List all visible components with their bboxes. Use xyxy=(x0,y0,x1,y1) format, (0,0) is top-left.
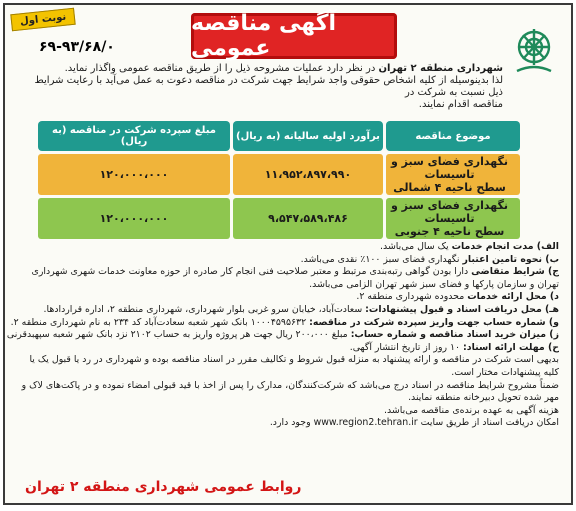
condition-label: ز) میزان خرید اسناد مناقصه و شماره حساب: xyxy=(350,329,559,341)
condition-text: مبلغ ۲۰۰،۰۰۰ ریال جهت هر پروژه واریز به حساب ۲۱۰۲ نزد بانک شهر شعبه سپهبدقرنی xyxy=(6,329,351,341)
first-publication-badge: نوبت اول xyxy=(10,8,76,32)
condition-label: الف) مدت انجام خدمات xyxy=(451,241,559,252)
row-deposit: ۱۲۰،۰۰۰،۰۰۰ xyxy=(38,154,230,195)
table-header-row xyxy=(38,121,520,151)
intro-line-3: مناقصه اقدام نمایند. xyxy=(418,99,503,110)
row-subject xyxy=(386,154,520,195)
condition-label: ج) شرایط متقاضی xyxy=(471,266,559,278)
reference-number: ۶۹-۹۳/۶۸/۰ xyxy=(39,39,115,55)
row-deposit: ۱۲۰،۰۰۰،۰۰۰ xyxy=(38,198,230,239)
tehran-municipality-logo-icon xyxy=(509,23,559,79)
row-subject-line-2: سطح ناحیه ۴ شمالی xyxy=(393,181,506,194)
conditions-list xyxy=(6,241,559,430)
col-estimate: برآورد اولیه سالیانه (به ریال) xyxy=(233,121,383,151)
condition-note: ضمناً مشروح شرایط مناقصه در اسناد درج می‌باشد که شرکت‌کنندگان، مدارک را پس از اخذ با قید قبولی امضاء نموده و در پاکت‌های لاک و مهر شده تحویل دبیرخانه منطقه نمایند. xyxy=(21,379,559,404)
condition-text: دارا بودن گواهی رتبه‌بندی مرتبط و معتبر صلاحیت فنی انجام کار صادره از حوزه معاونت خدمات شهری شهرداری تهران و سازمان پارکها و فضای سبز شهر تهران الزامی می‌باشد. xyxy=(31,266,559,290)
row-estimate: ۹،۵۴۷،۵۸۹،۴۸۶ xyxy=(233,198,383,239)
condition-item xyxy=(10,316,559,330)
condition-item xyxy=(17,291,559,304)
condition-item xyxy=(17,266,559,291)
table-row xyxy=(38,198,520,239)
col-subject: موضوع مناقصه xyxy=(386,121,520,151)
condition-note: بدیهی است شرکت در مناقصه و ارائه پیشنهاد به منزله قبول شروط و تکالیف مقرر در اسناد مناقصه بوده و شهرداری در رد یا قبول یک یا کلیه پیشنهادات مختار است. xyxy=(29,354,559,378)
condition-text: نگهداری فضای سبز ۱۰۰٪ نقدی می‌باشد. xyxy=(300,253,463,265)
condition-label: ب) نحوه تامین اعتبار xyxy=(462,253,559,265)
condition-text: سعادت‌آباد، خیابان سرو غربی بلوار شهرداری، شهرداری منطقه ۲، اداره قراردادها. xyxy=(43,303,366,315)
condition-item xyxy=(17,304,559,317)
condition-item xyxy=(17,254,559,267)
condition-text: یک سال می‌باشد. xyxy=(380,241,452,252)
condition-label: د) محل ارائه خدمات xyxy=(467,291,559,303)
row-subject-line-2: سطح ناحیه ۴ جنوبی xyxy=(394,225,505,238)
public-relations-signature: روابط عمومی شهرداری منطقه ۲ تهران xyxy=(25,479,302,495)
condition-text: محدوده شهرداری منطقه ۲. xyxy=(356,291,468,303)
col-deposit: مبلغ سپرده شرکت در مناقصه (به ریال) xyxy=(38,121,230,151)
condition-note: هزینه آگهی به عهده برنده‌ی مناقصه می‌باشد. xyxy=(383,404,559,416)
row-subject-line-1: نگهداری فضای سبز و تاسیسات xyxy=(390,155,509,181)
notice-title: آگهی مناقصه عمومی xyxy=(191,13,397,59)
condition-item xyxy=(17,342,559,355)
row-estimate: ۱۱،۹۵۲،۸۹۷،۹۹۰ xyxy=(233,154,383,195)
condition-item xyxy=(17,241,559,254)
issuer-name: شهرداری منطقه ۲ تهران xyxy=(378,63,503,74)
condition-label: هـ) محل دریافت اسناد و قبول پیشنهادات: xyxy=(365,303,559,315)
condition-note: امکان دریافت اسناد از طریق سایت www.region2.tehran.ir وجود دارد. xyxy=(269,417,559,429)
table-row xyxy=(38,154,520,195)
tender-notice xyxy=(3,3,573,505)
row-subject-line-1: نگهداری فضای سبز و تاسیسات xyxy=(390,199,509,225)
condition-label: ح) مهلت ارائه اسناد: xyxy=(463,341,559,353)
row-subject xyxy=(386,198,520,239)
condition-label: و) شماره حساب جهت واریز سپرده شرکت در مناقصه: xyxy=(309,316,559,328)
intro-line-2: لذا بدینوسیله از کلیه اشخاص حقوقی واجد شرایط جهت شرکت در مناقصه دعوت به عمل می‌آید با رعایت شرایط ذیل نسبت به شرکت در xyxy=(34,75,503,98)
condition-text: ۱۰۰۰۴۵۹۵۶۳۲ بانک شهر شعبه سعادت‌آباد کد ۲۳۴ به نام شهرداری منطقه ۲. xyxy=(10,316,310,328)
condition-text: ۱۰ روز از تاریخ انتشار آگهی. xyxy=(349,341,464,353)
intro-text xyxy=(19,63,503,111)
tender-table xyxy=(35,118,523,242)
condition-item xyxy=(6,329,559,342)
intro-line-1: در نظر دارد عملیات مشروحه ذیل را از طریق مناقصه عمومی واگذار نماید. xyxy=(64,63,379,74)
